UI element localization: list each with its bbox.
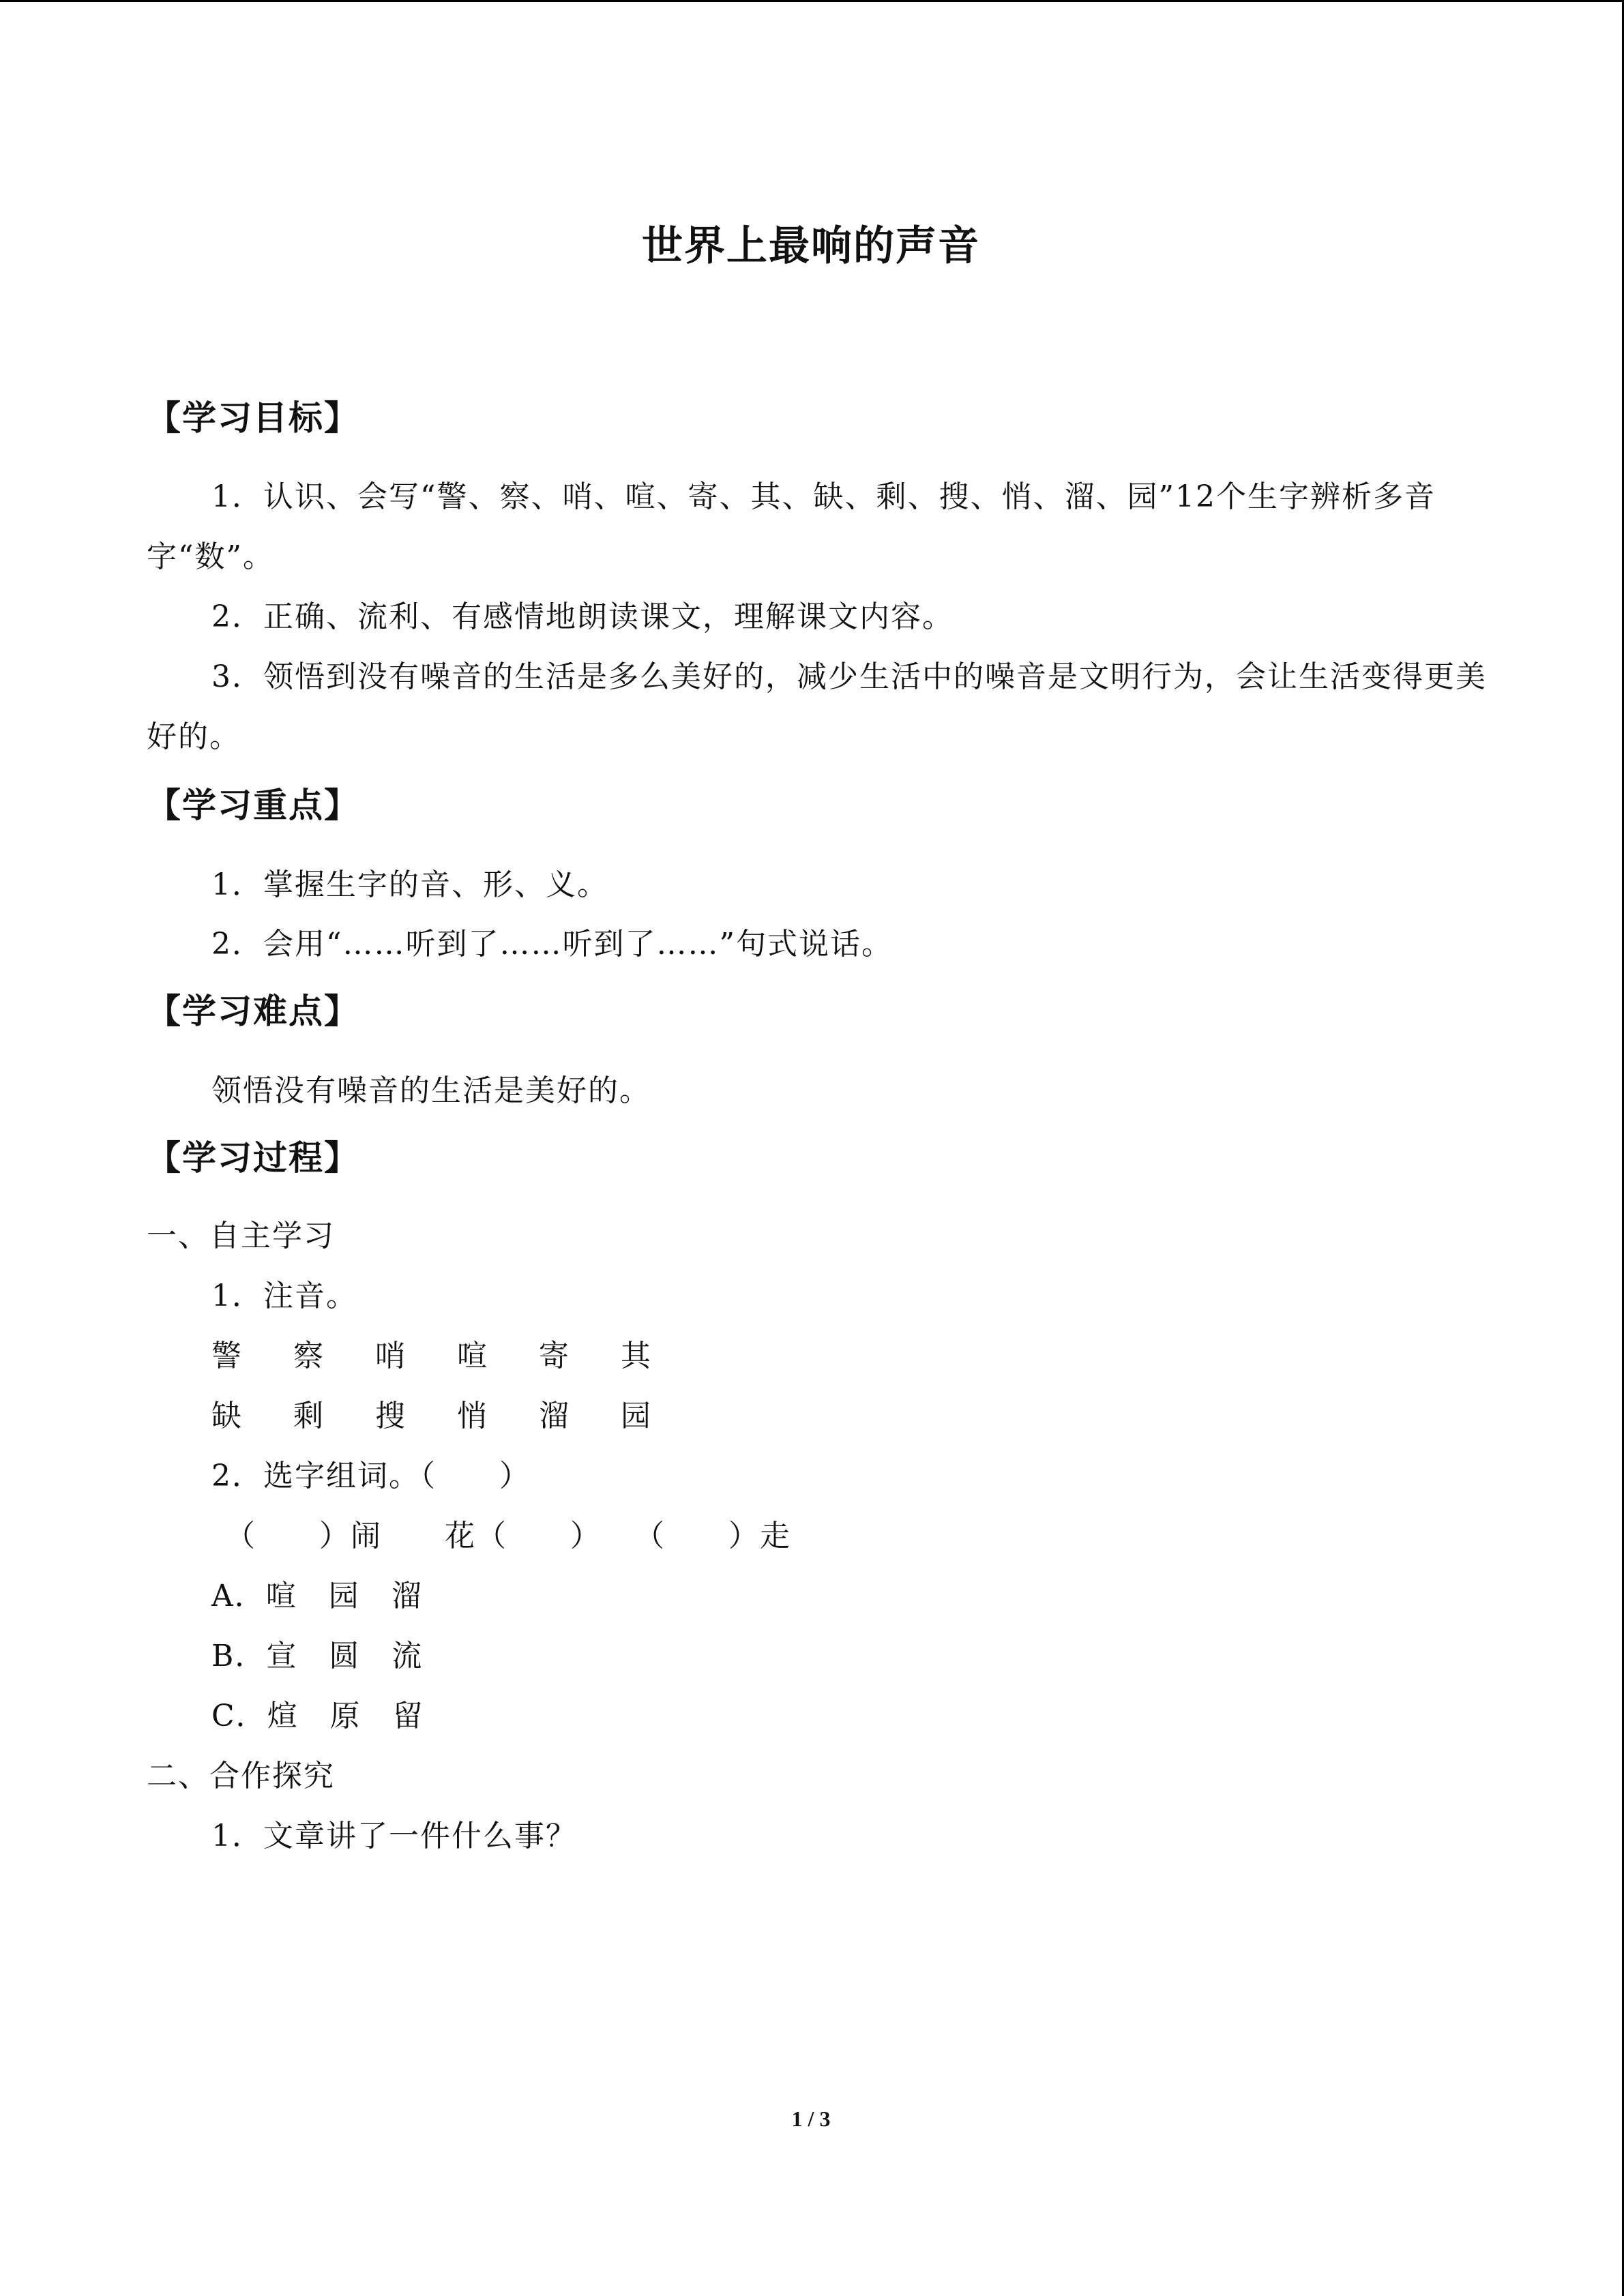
char-item: 搜 xyxy=(375,1399,405,1433)
char-item: 剩 xyxy=(293,1399,323,1433)
key-point-2: 2．会用“……听到了……听到了……”句式说话。 xyxy=(211,927,893,961)
document-title: 世界上最响的声音 xyxy=(642,222,980,270)
char-item: 察 xyxy=(293,1339,323,1373)
goal-item-1: 1．认识、会写“警、察、哨、喧、寄、其、缺、剩、搜、悄、溜、园”12个生字辨析多音字“数”。 xyxy=(147,479,1436,574)
char-item: 缺 xyxy=(211,1399,241,1433)
char-item: 溜 xyxy=(539,1399,569,1433)
goal-item-2: 2．正确、流利、有感情地朗读课文，理解课文内容。 xyxy=(211,599,954,634)
char-item: 喧 xyxy=(457,1339,487,1373)
option-a: A．喧 园 溜 xyxy=(211,1579,423,1613)
pinyin-row-2 xyxy=(211,1396,703,1437)
fill-in-blanks: （ ）闹 花（ ） （ ）走 xyxy=(225,1519,791,1553)
heading-learning-goals: 【学习目标】 xyxy=(147,398,359,438)
difficulty-text: 领悟没有噪音的生活是美好的。 xyxy=(211,1073,651,1108)
question-1-label: 1．注音。 xyxy=(211,1279,357,1313)
pinyin-row-1 xyxy=(211,1336,703,1377)
char-item: 悄 xyxy=(457,1399,487,1433)
char-item: 哨 xyxy=(375,1339,405,1373)
question-2-label: 2．选字组词。（ ） xyxy=(211,1459,531,1493)
section-2-question-1: 1．文章讲了一件什么事？ xyxy=(211,1819,577,1853)
char-item: 寄 xyxy=(539,1339,569,1373)
heading-difficulties: 【学习难点】 xyxy=(147,992,359,1031)
option-b: B．宣 圆 流 xyxy=(211,1639,424,1673)
char-item: 警 xyxy=(211,1339,241,1373)
heading-key-points: 【学习重点】 xyxy=(147,786,359,825)
option-c: C．煊 原 留 xyxy=(211,1699,424,1733)
char-item: 园 xyxy=(621,1399,651,1433)
goal-item-3: 3．领悟到没有噪音的生活是多么美好的，减少生活中的噪音是文明行为，会让生活变得更美好的。 xyxy=(147,659,1487,754)
char-item: 其 xyxy=(621,1339,651,1373)
section-1-title: 一、自主学习 xyxy=(147,1219,335,1253)
heading-learning-process: 【学习过程】 xyxy=(147,1138,359,1178)
section-2-title: 二、合作探究 xyxy=(147,1759,335,1793)
key-point-1: 1．掌握生字的音、形、义。 xyxy=(211,867,608,902)
page-number: 1 / 3 xyxy=(791,2106,831,2131)
